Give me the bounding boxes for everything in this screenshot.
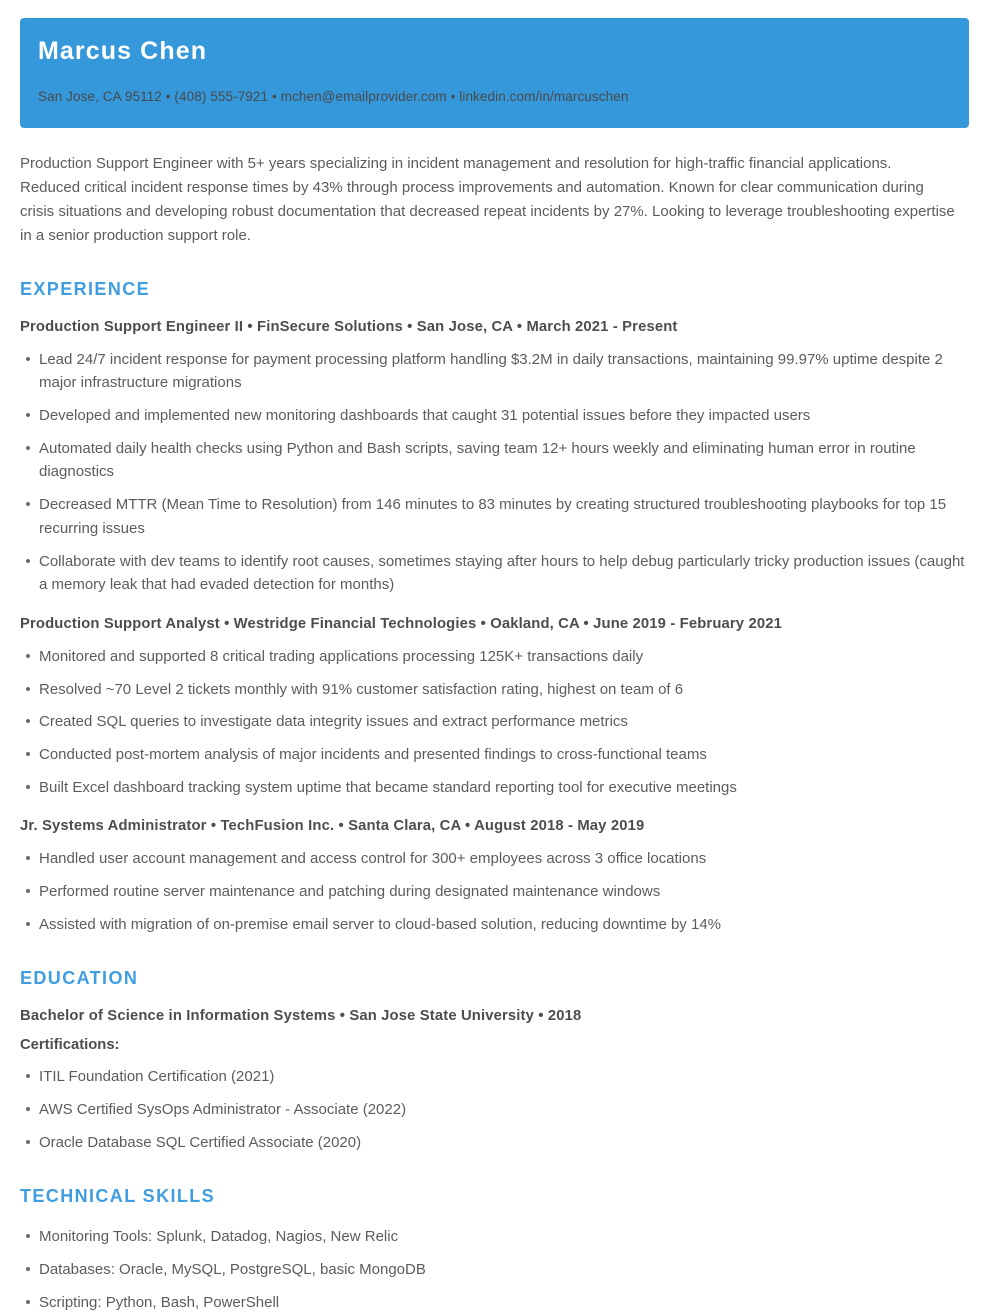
section-heading-education: EDUCATION bbox=[20, 968, 139, 989]
job-bullet: Created SQL queries to investigate data integrity issues and extract performance metrics bbox=[20, 710, 965, 734]
certification-item: AWS Certified SysOps Administrator - Associate (2022) bbox=[20, 1098, 965, 1122]
job-bullet-list bbox=[20, 847, 969, 936]
job-bullet: Assisted with migration of on-premise email server to cloud-based solution, reducing downtime by 14% bbox=[20, 913, 965, 937]
job-bullet-list bbox=[20, 645, 969, 799]
skill-item: Databases: Oracle, MySQL, PostgreSQL, basic MongoDB bbox=[20, 1258, 965, 1282]
job-bullet: Performed routine server maintenance and patching during designated maintenance windows bbox=[20, 880, 965, 904]
education-degree-line: Bachelor of Science in Information Systems • San Jose State University • 2018 bbox=[20, 1008, 582, 1025]
job-bullet: Collaborate with dev teams to identify root causes, sometimes staying after hours to help debug particularly tricky production issues (caught a memory leak that had evaded detection for months) bbox=[20, 550, 965, 597]
job-bullet: Monitored and supported 8 critical trading applications processing 125K+ transactions daily bbox=[20, 645, 965, 669]
technical-skills-list bbox=[20, 1225, 969, 1314]
certification-item: ITIL Foundation Certification (2021) bbox=[20, 1065, 965, 1089]
experience-entry-3 bbox=[20, 817, 969, 936]
skill-item: Scripting: Python, Bash, PowerShell bbox=[20, 1291, 965, 1314]
job-bullet: Automated daily health checks using Python and Bash scripts, saving team 12+ hours weekly and eliminating human error in routine diagnostics bbox=[20, 437, 965, 484]
candidate-name: Marcus Chen bbox=[38, 37, 208, 65]
job-bullet-list bbox=[20, 348, 969, 597]
job-bullet: Developed and implemented new monitoring dashboards that caught 31 potential issues before they impacted users bbox=[20, 404, 965, 428]
job-bullet: Handled user account management and access control for 300+ employees across 3 office locations bbox=[20, 847, 965, 871]
certifications-list bbox=[20, 1065, 969, 1154]
certifications-label: Certifications: bbox=[20, 1037, 120, 1054]
professional-summary: Production Support Engineer with 5+ years specializing in incident management and resolution for high-traffic financial applications. Reduced critical incident response times by 43% through process improvements and automation. Known for clear communication during crisis situations and developing robust documentation that decreased repeat incidents by 27%. Looking to leverage troubleshooting expertise in a senior production support role. bbox=[20, 154, 955, 245]
job-heading: Production Support Analyst • Westridge Financial Technologies • Oakland, CA • June 2019 - February 2021 bbox=[20, 615, 782, 632]
section-heading-technical-skills: TECHNICAL SKILLS bbox=[20, 1186, 216, 1207]
certification-item: Oracle Database SQL Certified Associate (2020) bbox=[20, 1131, 965, 1155]
resume-header-banner bbox=[20, 18, 969, 128]
job-heading: Jr. Systems Administrator • TechFusion Inc. • Santa Clara, CA • August 2018 - May 2019 bbox=[20, 818, 645, 835]
job-bullet: Built Excel dashboard tracking system uptime that became standard reporting tool for executive meetings bbox=[20, 776, 965, 800]
section-heading-experience: EXPERIENCE bbox=[20, 278, 151, 299]
job-bullet: Lead 24/7 incident response for payment processing platform handling $3.2M in daily transactions, maintaining 99.97% uptime despite 2 major infrastructure migrations bbox=[20, 348, 965, 395]
job-bullet: Conducted post-mortem analysis of major incidents and presented findings to cross-functional teams bbox=[20, 743, 965, 767]
experience-entry-2 bbox=[20, 615, 969, 799]
job-heading: Production Support Engineer II • FinSecure Solutions • San Jose, CA • March 2021 - Present bbox=[20, 318, 678, 335]
job-bullet: Resolved ~70 Level 2 tickets monthly with 91% customer satisfaction rating, highest on team of 6 bbox=[20, 678, 965, 702]
skill-item: Monitoring Tools: Splunk, Datadog, Nagios, New Relic bbox=[20, 1225, 965, 1249]
job-bullet: Decreased MTTR (Mean Time to Resolution) from 146 minutes to 83 minutes by creating structured troubleshooting playbooks for top 15 recurring issues bbox=[20, 493, 965, 540]
experience-entry-1 bbox=[20, 318, 969, 597]
contact-info-line: San Jose, CA 95112 • (408) 555-7921 • mchen@emailprovider.com • linkedin.com/in/marcuschen bbox=[38, 89, 629, 104]
